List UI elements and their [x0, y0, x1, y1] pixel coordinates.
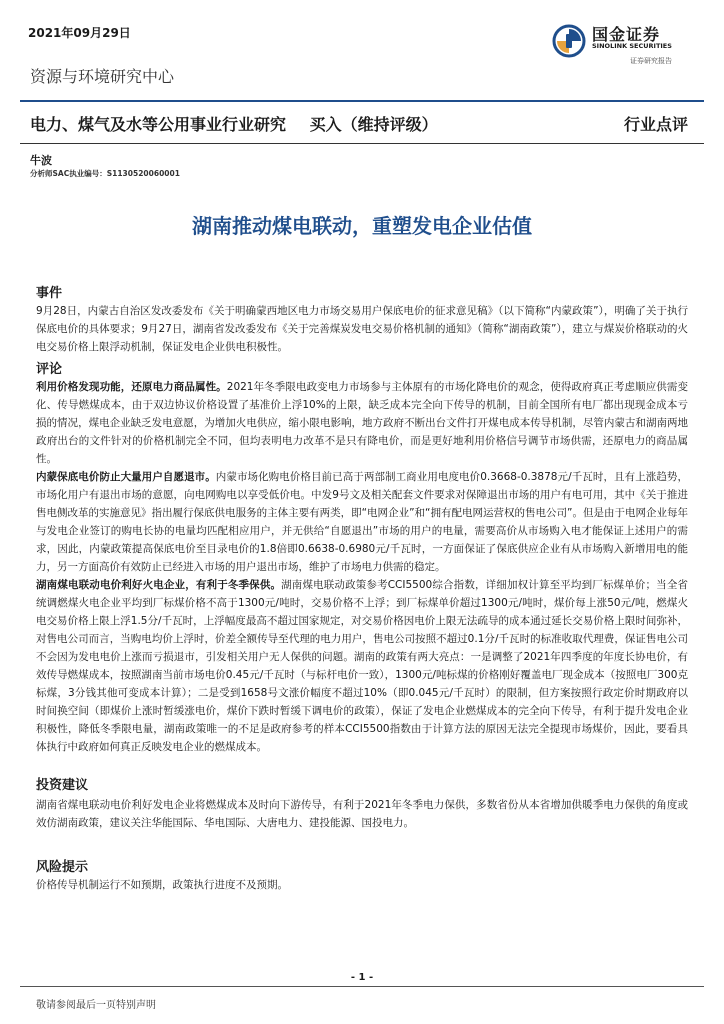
comment-lead-1: 利用价格发现功能，还原电力商品属性。 — [36, 381, 227, 393]
headline-divider — [20, 143, 704, 144]
brand-name-en: SINOLINK SECURITIES — [592, 42, 672, 50]
brand-name: 国金证券 — [592, 25, 661, 44]
comment-text-2: 内蒙市场化购电价格目前已高于两部制工商业用电度电价0.3668-0.3878元/千瓦时，且有上涨趋势，市场化用户有退出市场的意愿，向电网购电以享受低价电。中发9号文及相关配套文件要求对保障退出市场的用户有电可用，其中《关于推进售电侧改革的实施意见》指出履行保底供电服务的主体主要有两类，即“电网企业”和“拥有配电网运营权的售电公司”。但是由于电网企业每年与发电企业签订的购电长协的电量均匹配相应用户，并无供给“自愿退出”市场的用户的电量，需要高价从市场购入电才能保证上述用户的需求，因此，内蒙政策提高保底电价至目录电价的1.8倍即0.6638-0.6980元/千瓦时，一方面保证了保底供应企业有从市场购入新增用电的能力，另一方面高价有效防止已经进入市场的用户退出市场，维护了市场电力供需的稳定。 — [36, 471, 688, 573]
sinolink-logo-icon — [552, 24, 586, 58]
comment-paragraph-1 — [36, 378, 688, 468]
industry-name: 电力、煤气及水等公用事业行业研究 — [30, 115, 287, 134]
analyst-name: 牛波 — [30, 154, 52, 167]
section-heading-advice: 投资建议 — [36, 778, 89, 793]
header-divider — [20, 100, 704, 102]
comment-text-1: 2021年冬季限电政变电力市场参与主体原有的市场化降电价的观念，使得政府真正考虑顺应供需变化、传导燃煤成本，由于双边协议价格设置了基准价上浮10%的上限，缺乏成本完全向下传导的机制，目前全国所有电厂都出现现金成本亏损的情况，煤电企业缺乏发电意愿，为增加火电供应，缩小限电影响，地方政府不断出台文件打开煤电成本传导机制，尽管内蒙古和湖南两地政府出台的文件针对的价格机制完全不同，但均表明电力改革不是只有降电价，而是更好地利用价格信号调节市场供需，还原电力的商品属性。 — [36, 381, 688, 465]
section-heading-event: 事件 — [36, 286, 63, 301]
section-heading-risk: 风险提示 — [36, 860, 89, 875]
industry-headline — [30, 112, 438, 135]
rating-badge: 买入（维持评级） — [309, 115, 438, 134]
report-date: 2021年09月29日 — [28, 26, 131, 40]
comment-lead-2: 内蒙保底电价防止大量用户自愿退市。 — [36, 471, 216, 483]
report-type: 行业点评 — [623, 115, 688, 134]
brand-logo — [552, 20, 702, 68]
page-number: - 1 - — [350, 972, 374, 983]
section-heading-comment: 评论 — [36, 362, 63, 377]
research-center: 资源与环境研究中心 — [30, 67, 175, 86]
advice-paragraph: 湖南省煤电联动电价利好发电企业将燃煤成本及时向下游传导，有利于2021年冬季电力保供，多数省份从本省增加供暖季电力保供的角度或效仿湖南政策，建议关注华能国际、华电国际、大唐电力、建投能源、国投电力。 — [36, 799, 688, 829]
risk-paragraph: 价格传导机制运行不如预期，政策执行进度不及预期。 — [36, 879, 288, 891]
comment-lead-3: 湖南煤电联动电价利好火电企业，有利于冬季保供。 — [36, 579, 282, 591]
report-title: 湖南推动煤电联动，重塑发电企业估值 — [192, 214, 532, 238]
analyst-cert: 分析师SAC执业编号：S1130520060001 — [30, 169, 180, 178]
comment-paragraph-2 — [36, 468, 688, 576]
comment-paragraph-3 — [36, 576, 688, 756]
footer-divider — [20, 986, 704, 987]
comment-text-3: 湖南煤电联动政策参考CCI5500综合指数，详细加权计算至平均到厂标煤单价；当全省统调燃煤火电企业平均到厂标煤价格不高于1300元/吨时，交易价格不上浮；到厂标煤单价超过1300元/吨时，煤价每上涨50元/吨，燃煤火电交易价格上限上浮1.5分/千瓦时，上浮幅度最高不超过国家规定，对交易价格因电价上限无法疏导的成本通过延长交易价格上限时间弥补，对售电公司而言，当购电均价上浮时，价差全额传导至代理的电力用户，售电公司按照不超过0.1分/千瓦时的标准收取代理费，保证售电公司不会因为发电电价上涨而亏损退市，引发相关用户无人保供的问题。湖南的政策有两大亮点：一是调整了2021年四季度的年度长协电价，有效传导燃煤成本，按照湖南当前市场电价0.45元/千瓦时（与标杆电价一致），1300元/吨标煤的价格刚好覆盖电厂现金成本（按照电厂300克标煤，3分钱其他可变成本计算）；二是受到1658号文涨价幅度不超过10%（即0.045元/千瓦时）的限制，但方案按照行政定价时期政府以时间换空间（即煤价上涨时暂缓涨电价，煤价下跌时暂缓下调电价的政策），保证了发电企业燃煤成本的完全向下传导，有利于提升发电企业积极性，降低冬季限电量，湖南政策唯一的不足是政府参考的样本CCI5500指数由于计算方法的原因无法完全提现市场煤价，因此，要看具体执行中政府如何真正反映发电企业的燃煤成本。 — [36, 579, 688, 753]
event-paragraph: 9月28日，内蒙古自治区发改委发布《关于明确蒙西地区电力市场交易用户保底电价的征求意见稿》（以下简称“内蒙政策”），明确了关于执行保底电价的具体要求；9月27日，湖南省发改委发布《关于完善煤炭发电交易价格机制的通知》（简称“湖南政策”），建立与煤炭价格联动的火电交易价格上限浮动机制，保证发电企业供电积极性。 — [36, 305, 688, 353]
brand-subtitle: 证券研究报告 — [630, 57, 672, 65]
footer-disclaimer: 敬请参阅最后一页特别声明 — [36, 1000, 156, 1011]
